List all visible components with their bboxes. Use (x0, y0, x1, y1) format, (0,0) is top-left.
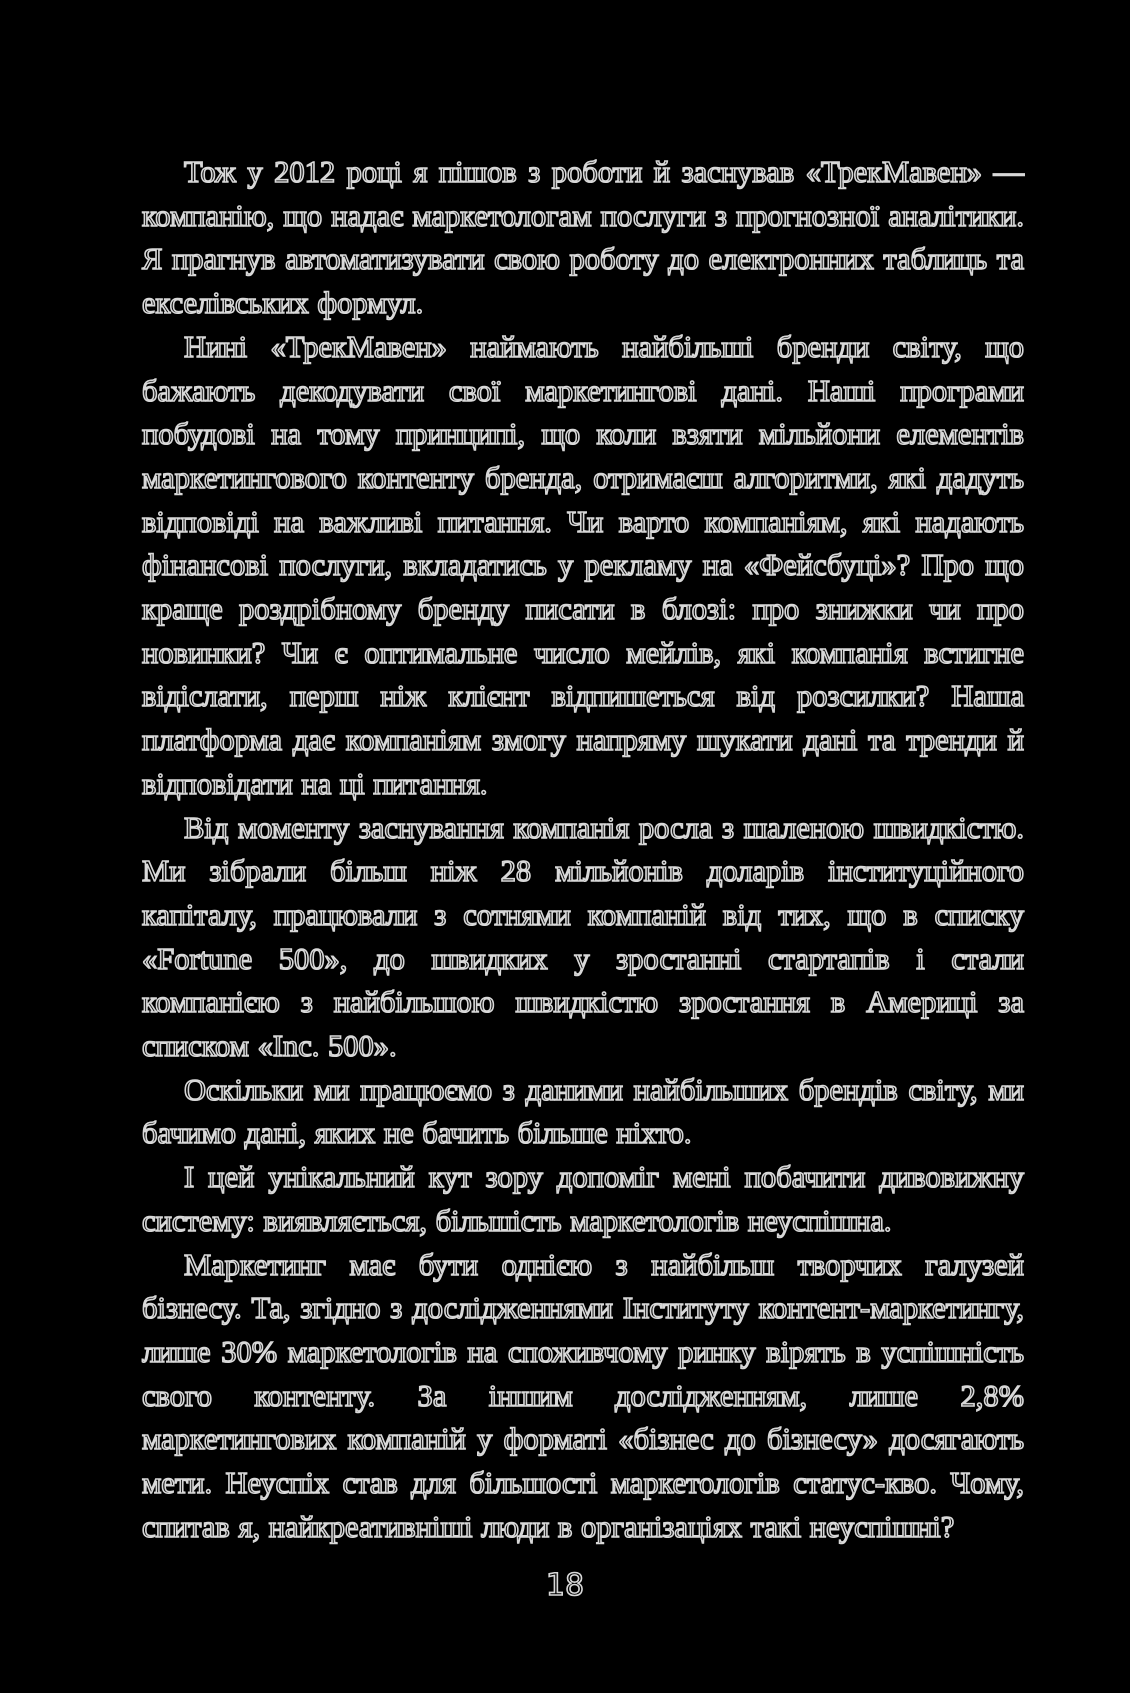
page-number: 18 (545, 1568, 585, 1603)
paragraph-1: Тож у 2012 році я пішов з роботи й заснував «ТрекМавен» — компанію, що надає маркетологам послуги з прогнозної аналітики. Я прагнув автоматизувати свою роботу до електронних таблиць та екселівських формул. (142, 155, 1024, 321)
paragraph-3: Від моменту заснування компанія росла з шаленою швидкістю. Ми зібрали більш ніж 28 мільйонів доларів інституційного капіталу, працювали з сотнями компаній від тих, що в списку «Fortune 500», до швидких у зростанні стартапів і стали компанією з найбільшою швидкістю зростання в Америці за списком «Inc. 500». (142, 810, 1024, 1064)
paragraph-4: Оскільки ми працюємо з даними найбільших брендів світу, ми бачимо дані, яких не бачить більше ніхто. (142, 1072, 1024, 1151)
paragraph-5: І цей унікальний кут зору допоміг мені побачити дивовижну систему: виявляється, більшість маркетологів неуспішна. (142, 1160, 1024, 1238)
paragraph-2: Нині «ТрекМавен» наймають найбільші бренди світу, що бажають декодувати свої маркетингові дані. Наші програми побудові на тому принципі, що коли взяти мільйони елементів маркетингового контенту бренда, отримаєш алгоритми, які дадуть відповіді на важливі питання. Чи варто компаніям, які надають фінансові послуги, вкладатись у рекламу на «Фейсбуці»? Про що краще роздрібному бренду писати в блозі: про знижки чи про новинки? Чи є оптимальне число мейлів, які компанія встигне відіслати, перш ніж клієнт відпишеться від розсилки? Наша платформа дає компаніям змогу напряму шукати дані та тренди й відповідати на ці питання. (142, 329, 1024, 801)
body-text (142, 151, 1024, 1550)
paragraph-6: Маркетинг має бути однією з найбільш творчих галузей бізнесу. Та, згідно з дослідженнями Інституту контент-маркетингу, лише 30% маркетологів на споживчому ринку вірять в успішність свого контенту. За іншим дослідженням, лише 2,8% маркетингових компаній у форматі «бізнес до бізнесу» досягають мети. Неуспіх став для більшості маркетологів статус-кво. Чому, спитав я, найкреативніші люди в організаціях такі неуспішні? (142, 1247, 1024, 1544)
